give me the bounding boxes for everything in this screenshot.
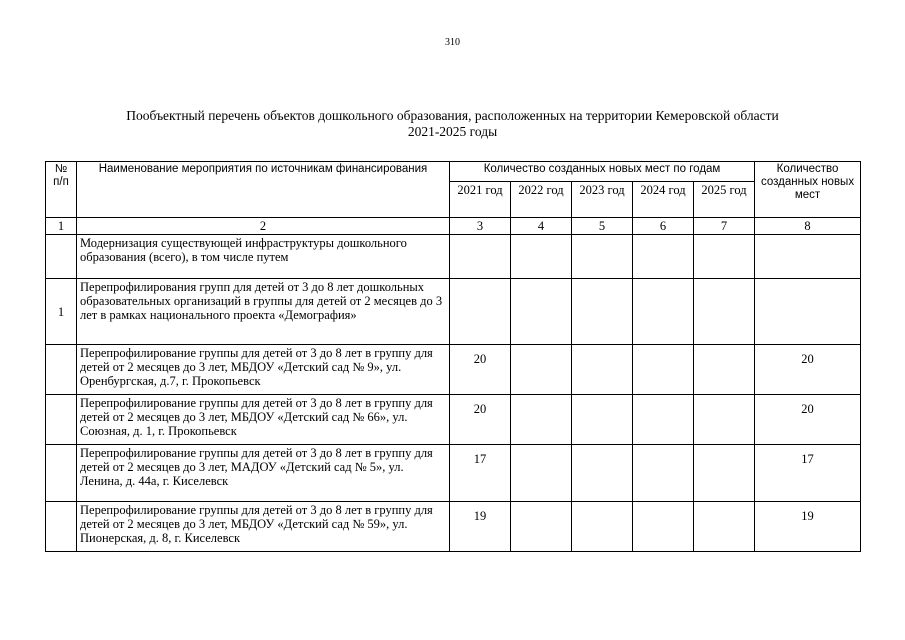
row-2023 <box>572 395 633 445</box>
page-number: 310 <box>445 37 460 48</box>
row-num <box>46 345 77 395</box>
row-num <box>46 502 77 552</box>
header-year-2024: 2024 год <box>633 182 694 218</box>
row-num <box>46 445 77 502</box>
row-2021 <box>450 279 511 345</box>
header-name: Наименование мероприятия по источникам финансирования <box>77 162 450 218</box>
header-year-2023: 2023 год <box>572 182 633 218</box>
row-2023 <box>572 345 633 395</box>
header-year-2021: 2021 год <box>450 182 511 218</box>
column-number: 7 <box>694 218 755 235</box>
row-2023 <box>572 235 633 279</box>
column-number: 5 <box>572 218 633 235</box>
document-title <box>0 108 905 140</box>
row-name: Перепрофилирования групп для детей от 3 до 8 лет дошкольных образовательных организаций в группы для детей от 2 месяцев до 3 лет в рамках национального проекта «Демография» <box>77 279 450 345</box>
row-name: Перепрофилирование группы для детей от 3 до 8 лет в группу для детей от 2 месяцев до 3 лет, МАДОУ «Детский сад № 5», ул. Ленина, д. 44а, г. Киселевск <box>77 445 450 502</box>
row-2025 <box>694 345 755 395</box>
row-2023 <box>572 502 633 552</box>
column-number: 6 <box>633 218 694 235</box>
row-2024 <box>633 502 694 552</box>
row-2022 <box>511 235 572 279</box>
row-2025 <box>694 235 755 279</box>
row-2022 <box>511 345 572 395</box>
row-2025 <box>694 502 755 552</box>
column-number: 8 <box>755 218 861 235</box>
objects-table <box>45 161 861 552</box>
column-number-row <box>46 218 861 235</box>
row-2025 <box>694 279 755 345</box>
row-2022 <box>511 395 572 445</box>
table-row <box>46 279 861 345</box>
row-2022 <box>511 279 572 345</box>
header-places-by-year: Количество созданных новых мест по годам <box>450 162 755 182</box>
row-2022 <box>511 445 572 502</box>
column-number: 2 <box>77 218 450 235</box>
table-row <box>46 445 861 502</box>
row-total: 20 <box>755 395 861 445</box>
column-number: 3 <box>450 218 511 235</box>
row-2025 <box>694 445 755 502</box>
table-row <box>46 502 861 552</box>
row-name: Модернизация существующей инфраструктуры дошкольного образования (всего), в том числе путем <box>77 235 450 279</box>
row-2022 <box>511 502 572 552</box>
row-2021: 17 <box>450 445 511 502</box>
header-total: Количество созданных новых мест <box>755 162 861 218</box>
row-num <box>46 235 77 279</box>
column-number: 1 <box>46 218 77 235</box>
header-year-2022: 2022 год <box>511 182 572 218</box>
row-total: 17 <box>755 445 861 502</box>
title-line-2: 2021-2025 годы <box>407 124 498 139</box>
row-name: Перепрофилирование группы для детей от 3 до 8 лет в группу для детей от 2 месяцев до 3 лет, МБДОУ «Детский сад № 59», ул. Пионерская, д. 8, г. Киселевск <box>77 502 450 552</box>
title-line-1: Пообъектный перечень объектов дошкольного образования, расположенных на территории Кемеровской области <box>126 108 779 123</box>
row-2024 <box>633 395 694 445</box>
column-number: 4 <box>511 218 572 235</box>
row-num: 1 <box>46 279 77 345</box>
row-num <box>46 395 77 445</box>
row-2023 <box>572 279 633 345</box>
row-2021 <box>450 235 511 279</box>
row-total: 19 <box>755 502 861 552</box>
header-year-2025: 2025 год <box>694 182 755 218</box>
row-2021: 20 <box>450 395 511 445</box>
table-row <box>46 235 861 279</box>
table-row <box>46 345 861 395</box>
row-2024 <box>633 445 694 502</box>
row-total: 20 <box>755 345 861 395</box>
row-2025 <box>694 395 755 445</box>
row-2024 <box>633 235 694 279</box>
header-num: № п/п <box>46 162 77 218</box>
row-name: Перепрофилирование группы для детей от 3 до 8 лет в группу для детей от 2 месяцев до 3 лет, МБДОУ «Детский сад № 9», ул. Оренбургская, д.7, г. Прокопьевск <box>77 345 450 395</box>
row-2024 <box>633 345 694 395</box>
row-total <box>755 235 861 279</box>
row-2024 <box>633 279 694 345</box>
row-name: Перепрофилирование группы для детей от 3 до 8 лет в группу для детей от 2 месяцев до 3 лет, МБДОУ «Детский сад № 66», ул. Союзная, д. 1, г. Прокопьевск <box>77 395 450 445</box>
row-total <box>755 279 861 345</box>
row-2023 <box>572 445 633 502</box>
table-row <box>46 395 861 445</box>
row-2021: 19 <box>450 502 511 552</box>
row-2021: 20 <box>450 345 511 395</box>
